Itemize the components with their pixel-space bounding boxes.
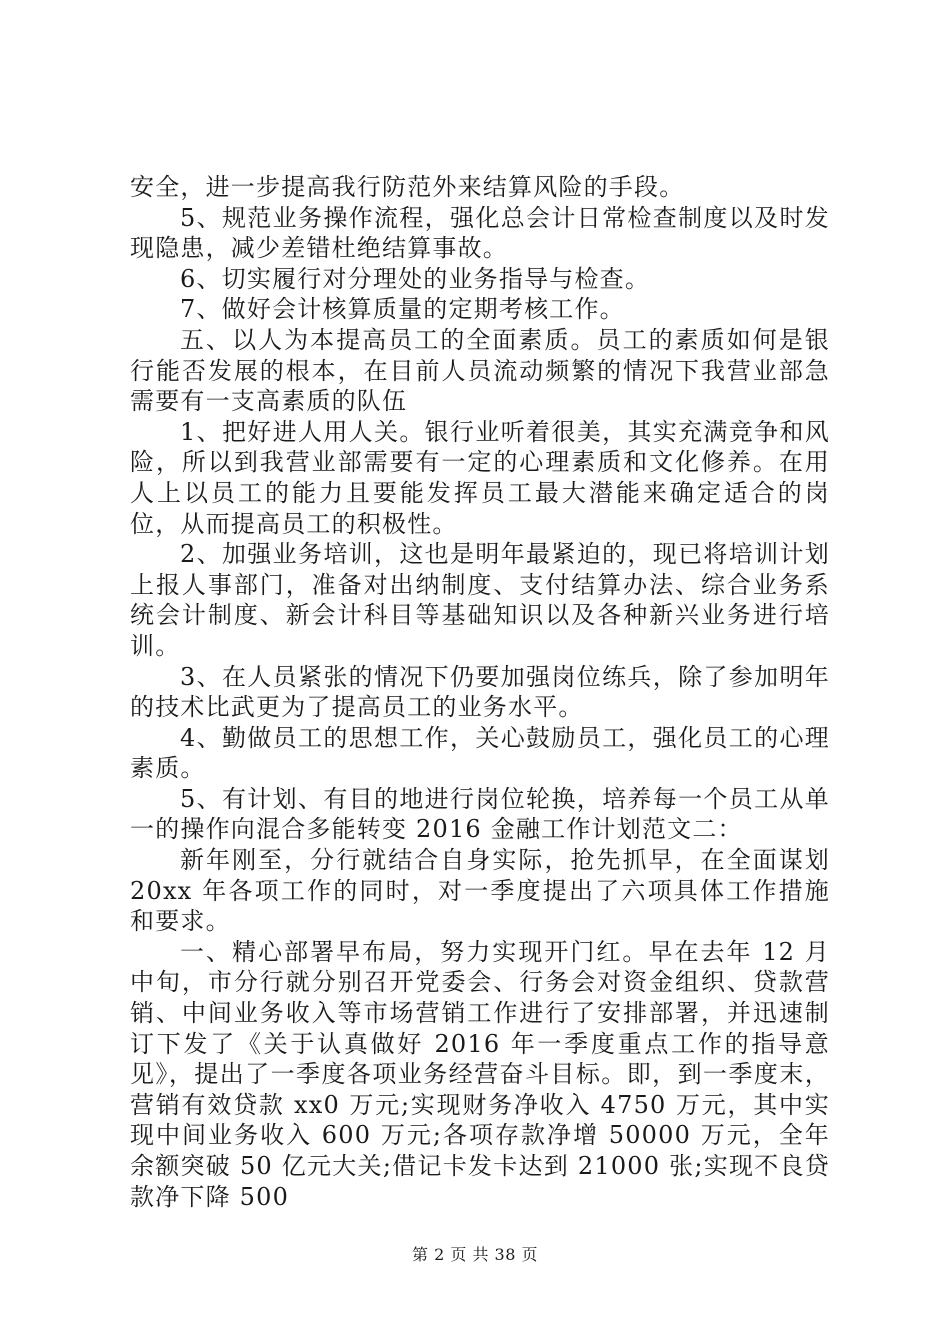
paragraph: 7、做好会计核算质量的定期考核工作。 (180, 295, 625, 324)
paragraph: 新年刚至，分行就结合自身实际，抢先抓早，在全面谋划 20xx 年各项工作的同时，对一季度提出了六项具体工作措施和要求。 (130, 846, 830, 936)
paragraph: 4、勤做员工的思想工作，关心鼓励员工，强化员工的心理素质。 (130, 723, 830, 783)
paragraph: 5、规范业务操作流程，强化总会计日常检查制度以及时发现隐患，减少差错杜绝结算事故。 (130, 203, 830, 263)
paragraph: 一、精心部署早布局，努力实现开门红。早在去年 12 月中旬，市分行就分别召开党委会、行务会对资金组织、贷款营销、中间业务收入等市场营销工作进行了安排部署，并迅速制订下发了《关于认真做好 2016 年一季度重点工作的指导意见》，提出了一季度各项业务经营奋斗目标。即，到一季度末，营销有效贷款 xx0 万元;实现财务净收入 4750 万元，其中实现中间业务收入 600 万元;各项存款净增 50000 万元，全年余额突破 50 亿元大关;借记卡发卡达到 21000 张;实现不良贷款净下降 500 (130, 937, 830, 1211)
paragraph: 五、以人为本提高员工的全面素质。员工的素质如何是银行能否发展的根本，在目前人员流动频繁的情况下我营业部急需要有一支高素质的队伍 (130, 325, 830, 416)
paragraph: 5、有计划、有目的地进行岗位轮换，培养每一个员工从单一的操作向混合多能转变 2016 金融工作计划范文二： (130, 784, 830, 844)
paragraph: 1、把好进人用人关。银行业听着很美，其实充满竞争和风险，所以到我营业部需要有一定的心理素质和文化修养。在用人上以员工的能力且要能发挥员工最大潜能来确定适合的岗位，从而提高员工的积极性。 (130, 417, 830, 538)
page-footer: 第 2 页 共 38 页 (412, 1245, 538, 1264)
paragraph: 6、切实履行对分理处的业务指导与检查。 (180, 264, 651, 293)
paragraph: 3、在人员紧张的情况下仍要加强岗位练兵，除了参加明年的技术比武更为了提高员工的业务水平。 (130, 662, 830, 722)
paragraph: 安全，进一步提高我行防范外来结算风险的手段。 (130, 173, 685, 201)
document-body (130, 172, 830, 1212)
paragraph: 2、加强业务培训，这也是明年最紧迫的，现已将培训计划上报人事部门，准备对出纳制度、支付结算办法、综合业务系统会计制度、新会计科目等基础知识以及各种新兴业务进行培训。 (130, 540, 830, 660)
